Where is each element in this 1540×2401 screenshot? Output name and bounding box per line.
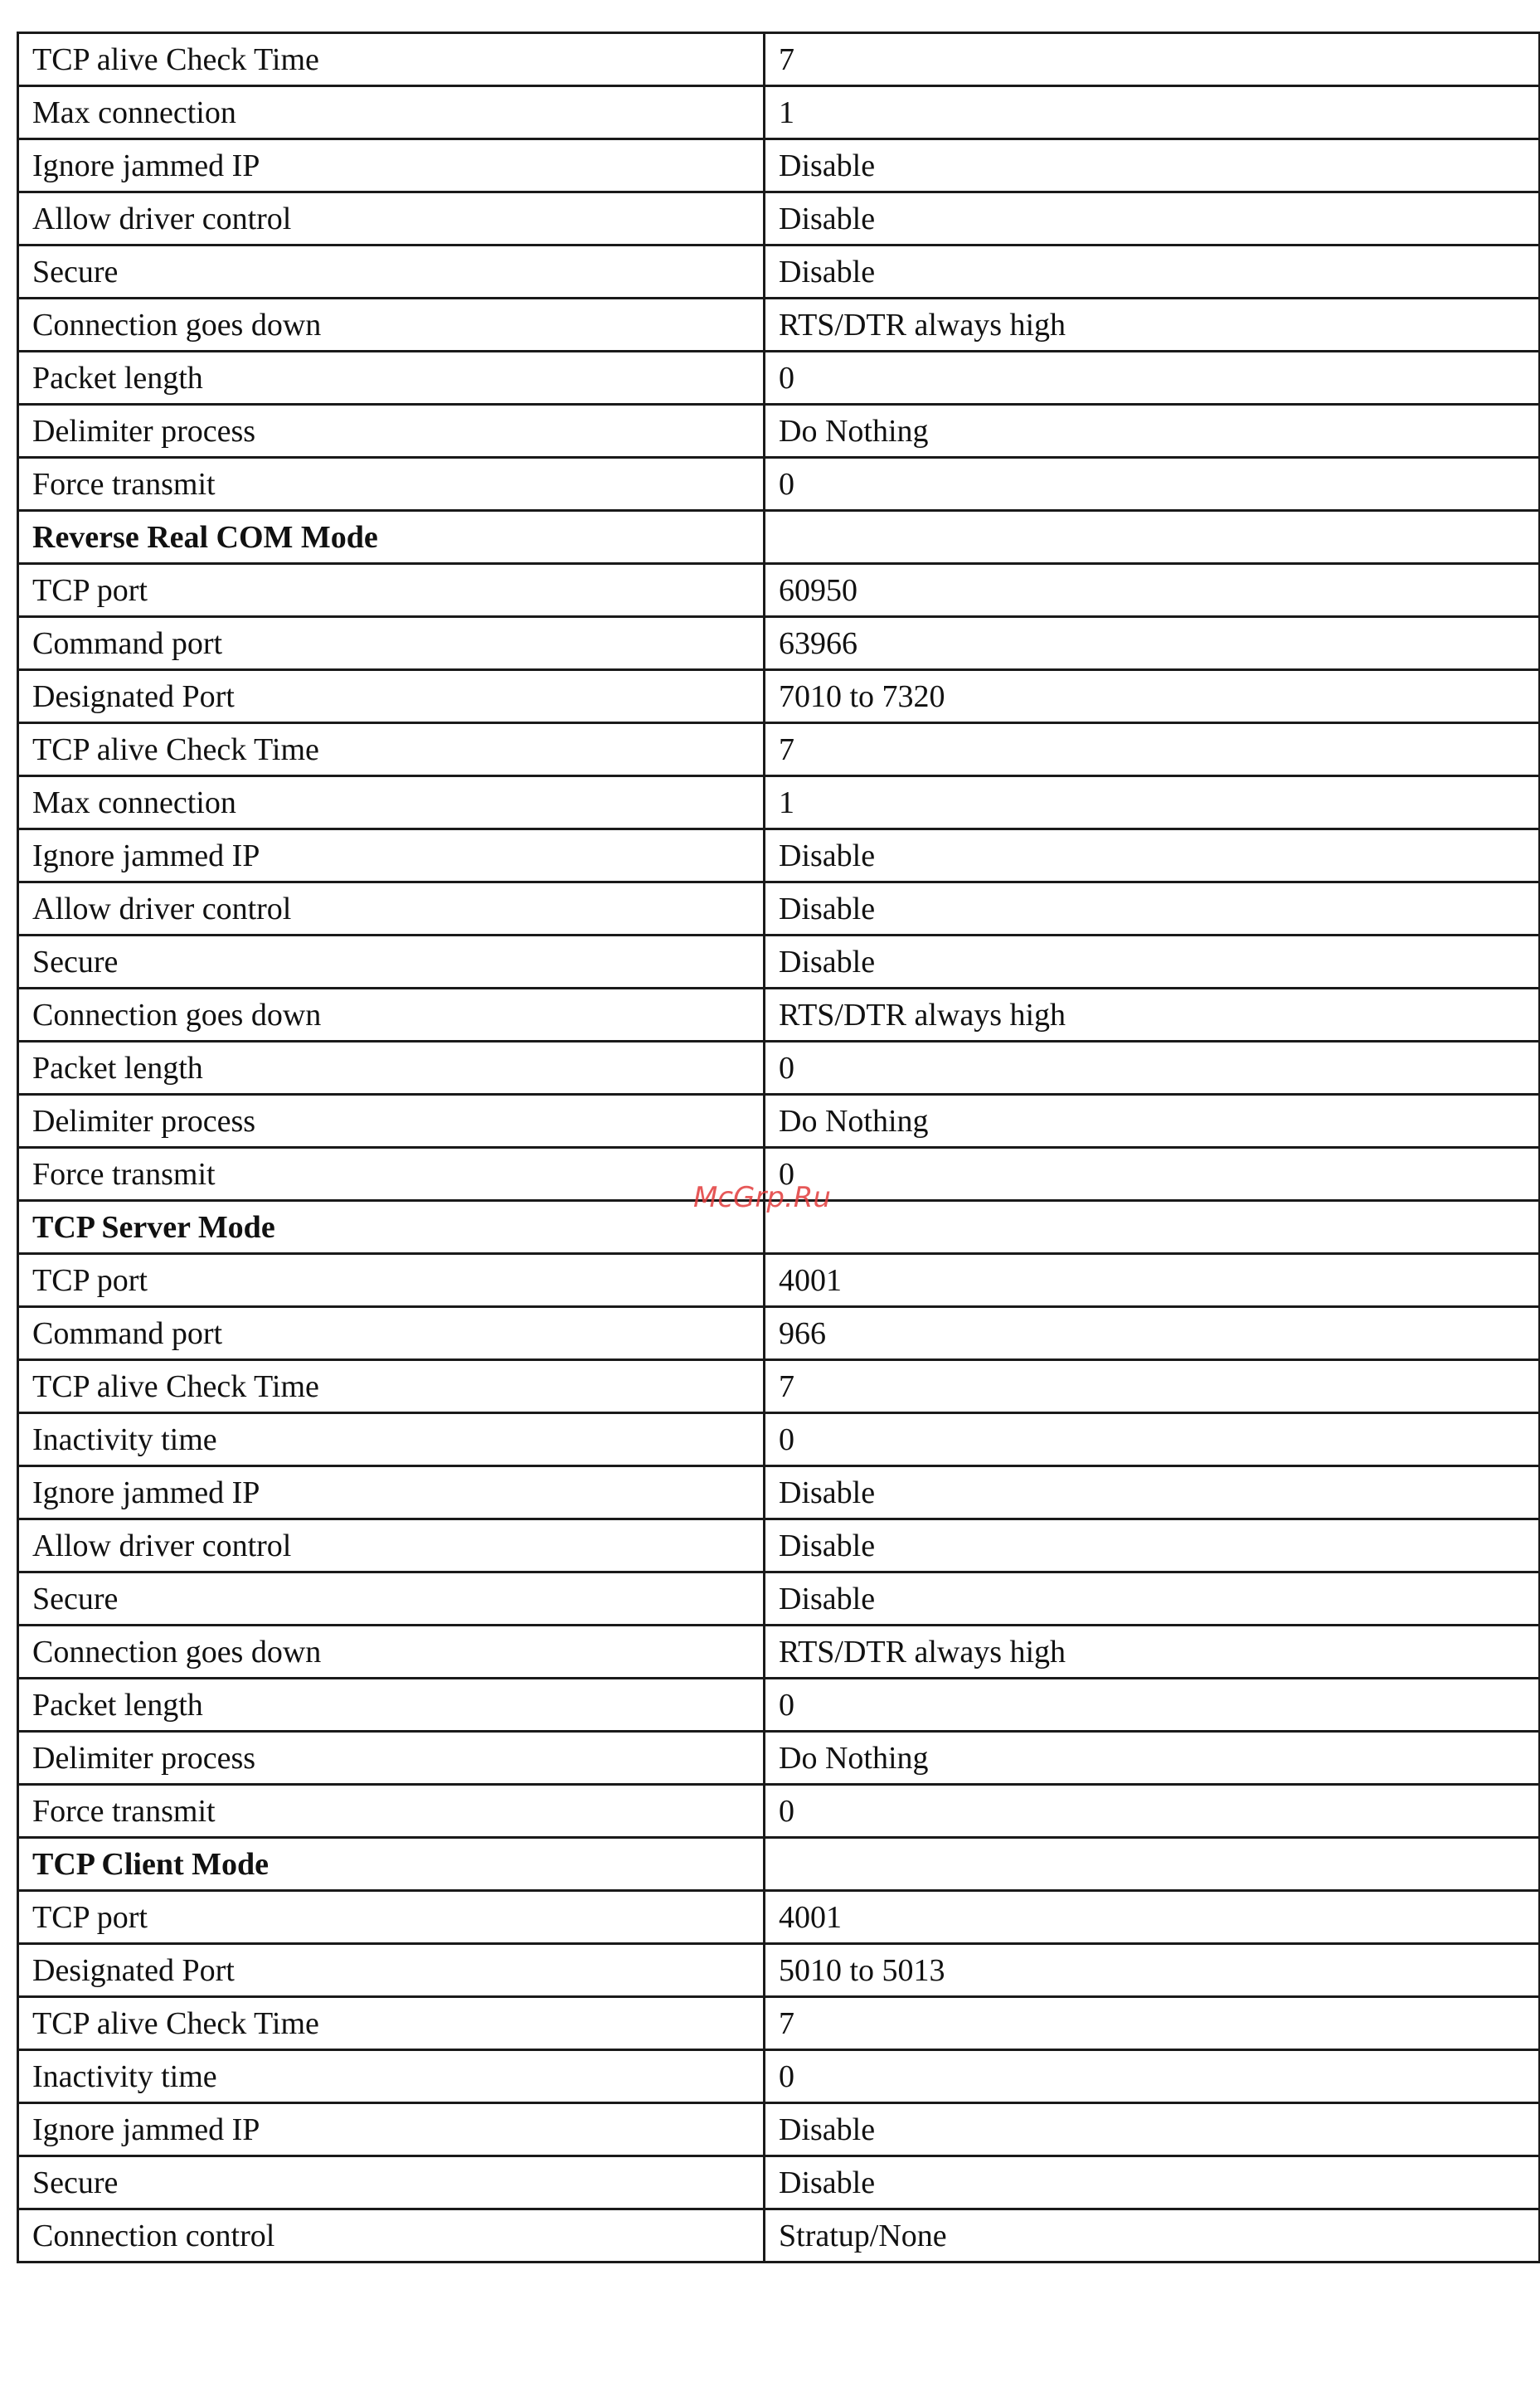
- section-header-row: [18, 511, 1540, 564]
- setting-value: Disable: [765, 245, 1540, 299]
- setting-value: 0: [765, 1148, 1540, 1201]
- setting-value: [765, 1838, 1540, 1891]
- setting-value: 0: [765, 1042, 1540, 1095]
- setting-label: TCP port: [18, 1891, 765, 1944]
- setting-value: 1: [765, 86, 1540, 139]
- setting-label: Ignore jammed IP: [18, 139, 765, 192]
- section-title: TCP Server Mode: [18, 1201, 765, 1254]
- setting-value: Stratup/None: [765, 2209, 1540, 2262]
- table-row: [18, 936, 1540, 989]
- section-header-row: [18, 1201, 1540, 1254]
- setting-value: 7: [765, 1360, 1540, 1413]
- setting-label: Force transmit: [18, 458, 765, 511]
- setting-value: 0: [765, 1785, 1540, 1838]
- setting-value: Disable: [765, 192, 1540, 245]
- table-row: [18, 1997, 1540, 2050]
- setting-value: 4001: [765, 1891, 1540, 1944]
- setting-value: Do Nothing: [765, 1095, 1540, 1148]
- setting-value: RTS/DTR always high: [765, 299, 1540, 352]
- table-row: [18, 192, 1540, 245]
- table-row: [18, 2209, 1540, 2262]
- setting-label: Delimiter process: [18, 405, 765, 458]
- setting-value: 4001: [765, 1254, 1540, 1307]
- setting-label: Packet length: [18, 1042, 765, 1095]
- setting-label: Delimiter process: [18, 1095, 765, 1148]
- setting-label: Connection control: [18, 2209, 765, 2262]
- setting-label: Designated Port: [18, 670, 765, 723]
- setting-value: Disable: [765, 2156, 1540, 2209]
- setting-label: Command port: [18, 1307, 765, 1360]
- setting-label: Ignore jammed IP: [18, 1466, 765, 1519]
- setting-label: TCP alive Check Time: [18, 723, 765, 776]
- table-row: [18, 670, 1540, 723]
- setting-label: Allow driver control: [18, 882, 765, 936]
- setting-label: TCP port: [18, 564, 765, 617]
- table-row: [18, 2156, 1540, 2209]
- table-row: [18, 776, 1540, 829]
- settings-document: [17, 32, 1538, 2263]
- setting-value: RTS/DTR always high: [765, 989, 1540, 1042]
- setting-value: RTS/DTR always high: [765, 1626, 1540, 1679]
- table-row: [18, 139, 1540, 192]
- table-row: [18, 1148, 1540, 1201]
- table-row: [18, 2050, 1540, 2103]
- table-row: [18, 1891, 1540, 1944]
- section-header-row: [18, 1838, 1540, 1891]
- setting-value: 7: [765, 1997, 1540, 2050]
- setting-label: Ignore jammed IP: [18, 829, 765, 882]
- setting-label: Inactivity time: [18, 1413, 765, 1466]
- setting-label: Delimiter process: [18, 1732, 765, 1785]
- section-title: Reverse Real COM Mode: [18, 511, 765, 564]
- setting-value: Do Nothing: [765, 1732, 1540, 1785]
- setting-label: Ignore jammed IP: [18, 2103, 765, 2156]
- table-row: [18, 1042, 1540, 1095]
- table-row: [18, 458, 1540, 511]
- table-row: [18, 245, 1540, 299]
- setting-value: 5010 to 5013: [765, 1944, 1540, 1997]
- setting-value: Disable: [765, 139, 1540, 192]
- setting-value: 966: [765, 1307, 1540, 1360]
- setting-label: Connection goes down: [18, 1626, 765, 1679]
- table-row: [18, 1360, 1540, 1413]
- table-row: [18, 1679, 1540, 1732]
- watermark-text: McGrp.Ru: [693, 1181, 831, 1214]
- table-row: [18, 405, 1540, 458]
- setting-value: 63966: [765, 617, 1540, 670]
- table-row: [18, 1307, 1540, 1360]
- table-row: [18, 86, 1540, 139]
- setting-value: Disable: [765, 882, 1540, 936]
- setting-value: 0: [765, 1679, 1540, 1732]
- table-row: [18, 299, 1540, 352]
- setting-value: [765, 511, 1540, 564]
- table-row: [18, 352, 1540, 405]
- table-row: [18, 1095, 1540, 1148]
- setting-label: Designated Port: [18, 1944, 765, 1997]
- setting-label: Max connection: [18, 86, 765, 139]
- setting-value: [765, 1201, 1540, 1254]
- setting-label: Secure: [18, 936, 765, 989]
- table-row: [18, 2103, 1540, 2156]
- table-row: [18, 617, 1540, 670]
- setting-value: 1: [765, 776, 1540, 829]
- table-row: [18, 1519, 1540, 1572]
- setting-label: TCP alive Check Time: [18, 1997, 765, 2050]
- setting-value: 7: [765, 723, 1540, 776]
- setting-label: Packet length: [18, 1679, 765, 1732]
- settings-table-body: [18, 33, 1540, 2262]
- setting-value: 0: [765, 458, 1540, 511]
- setting-label: TCP alive Check Time: [18, 1360, 765, 1413]
- setting-value: Disable: [765, 1466, 1540, 1519]
- setting-value: 0: [765, 2050, 1540, 2103]
- setting-label: Inactivity time: [18, 2050, 765, 2103]
- settings-table: [17, 32, 1540, 2263]
- setting-value: Disable: [765, 829, 1540, 882]
- setting-label: Command port: [18, 617, 765, 670]
- setting-label: Connection goes down: [18, 989, 765, 1042]
- table-row: [18, 1944, 1540, 1997]
- setting-value: 7: [765, 33, 1540, 86]
- setting-label: TCP alive Check Time: [18, 33, 765, 86]
- setting-label: TCP port: [18, 1254, 765, 1307]
- table-row: [18, 1572, 1540, 1626]
- setting-value: 7010 to 7320: [765, 670, 1540, 723]
- setting-label: Force transmit: [18, 1148, 765, 1201]
- table-row: [18, 723, 1540, 776]
- setting-value: Disable: [765, 2103, 1540, 2156]
- setting-label: Secure: [18, 1572, 765, 1626]
- setting-label: Force transmit: [18, 1785, 765, 1838]
- table-row: [18, 989, 1540, 1042]
- setting-value: Disable: [765, 1519, 1540, 1572]
- setting-value: 0: [765, 352, 1540, 405]
- table-row: [18, 1785, 1540, 1838]
- setting-value: Disable: [765, 1572, 1540, 1626]
- table-row: [18, 1413, 1540, 1466]
- table-row: [18, 564, 1540, 617]
- table-row: [18, 1626, 1540, 1679]
- setting-label: Allow driver control: [18, 192, 765, 245]
- setting-label: Max connection: [18, 776, 765, 829]
- table-row: [18, 1254, 1540, 1307]
- setting-label: Packet length: [18, 352, 765, 405]
- table-row: [18, 1466, 1540, 1519]
- table-row: [18, 1732, 1540, 1785]
- table-row: [18, 829, 1540, 882]
- table-row: [18, 882, 1540, 936]
- setting-value: Disable: [765, 936, 1540, 989]
- setting-value: 60950: [765, 564, 1540, 617]
- setting-value: Do Nothing: [765, 405, 1540, 458]
- table-row: [18, 33, 1540, 86]
- setting-label: Secure: [18, 2156, 765, 2209]
- section-title: TCP Client Mode: [18, 1838, 765, 1891]
- setting-value: 0: [765, 1413, 1540, 1466]
- setting-label: Secure: [18, 245, 765, 299]
- setting-label: Connection goes down: [18, 299, 765, 352]
- setting-label: Allow driver control: [18, 1519, 765, 1572]
